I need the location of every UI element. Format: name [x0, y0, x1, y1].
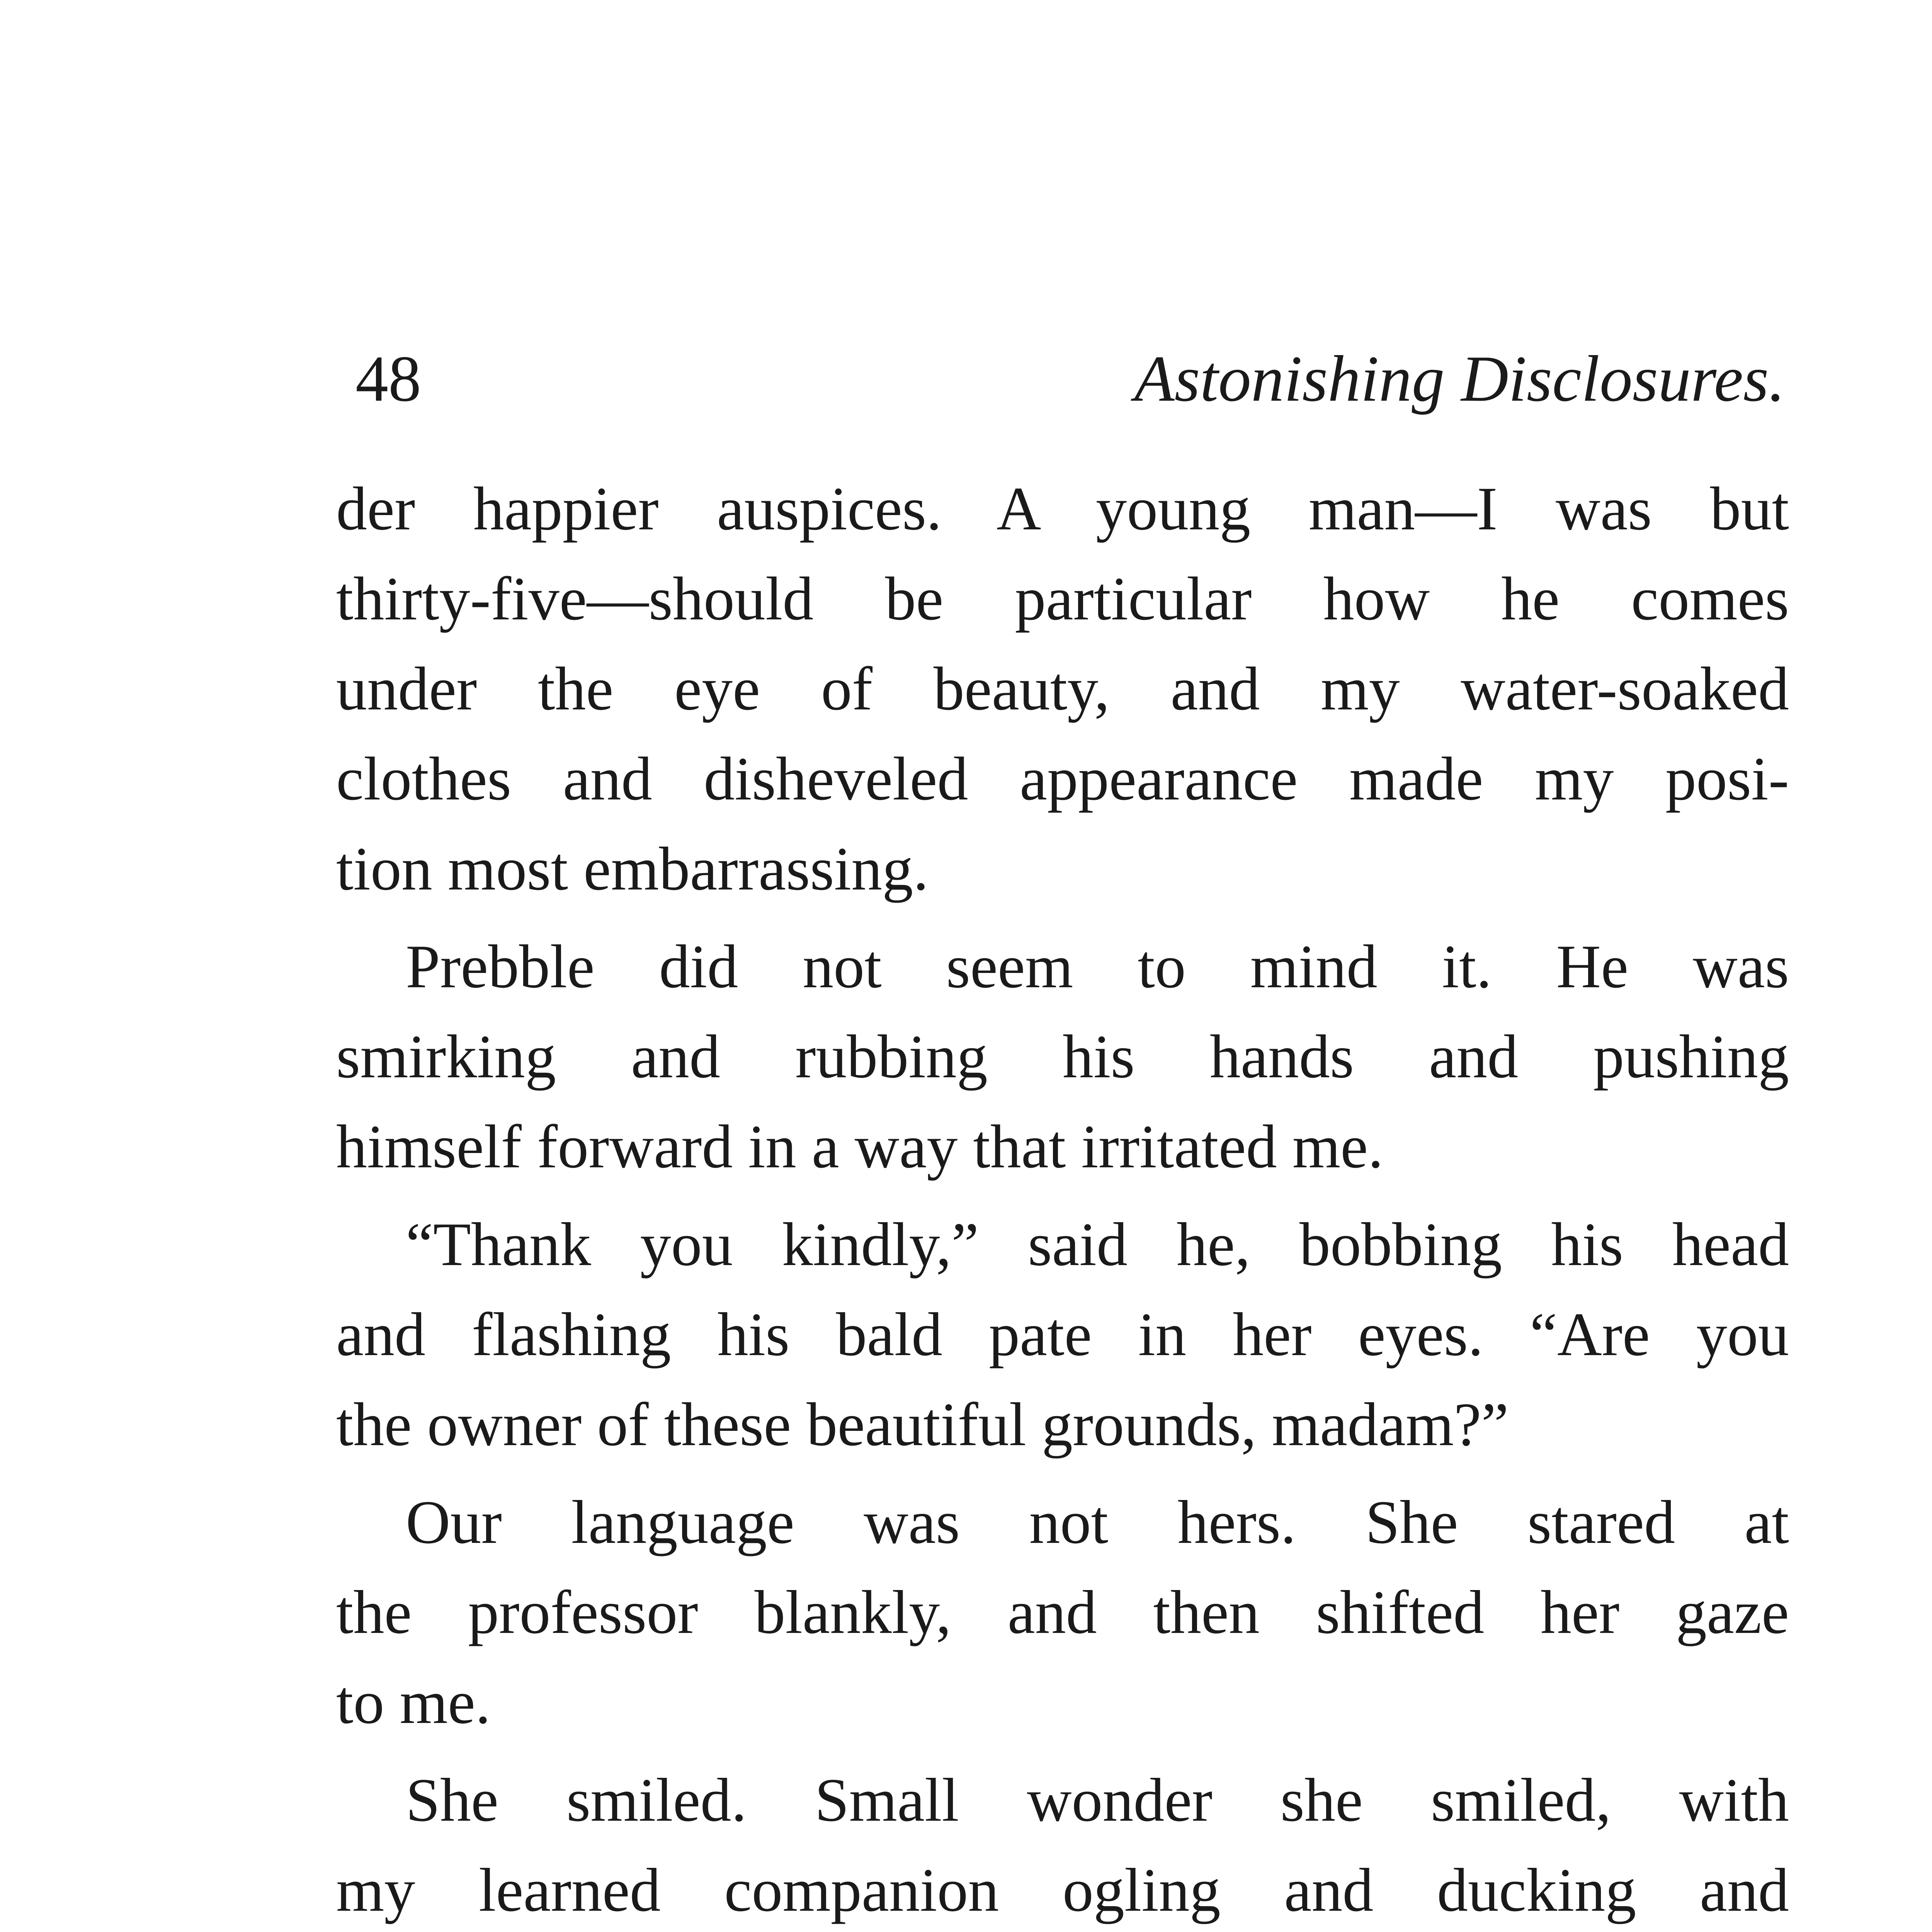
running-title: Astonishing Disclosures.	[1134, 342, 1785, 415]
paragraph	[336, 1199, 1789, 1469]
text-line: the professor blankly, and then shifted her gaze	[336, 1578, 1789, 1646]
paragraph	[336, 922, 1789, 1192]
text-line: under the eye of beauty, and my water-soaked	[336, 654, 1789, 723]
text-line: She smiled. Small wonder she smiled, with	[406, 1765, 1789, 1834]
text-line: clothes and disheveled appearance made my posi-	[336, 744, 1789, 813]
text-line: “Thank you kindly,” said he, bobbing his head	[406, 1210, 1789, 1279]
paragraph	[336, 1477, 1789, 1747]
paragraph	[336, 464, 1789, 914]
text-line: smirking and rubbing his hands and pushing	[336, 1022, 1789, 1091]
text-line: thirty-five—should be particular how he comes	[336, 564, 1789, 633]
text-line: and flashing his bald pate in her eyes. “Are you	[336, 1300, 1789, 1369]
page-header	[355, 332, 1785, 425]
text-line: der happier auspices. A young man—I was but	[336, 474, 1789, 543]
text-line: my learned companion ogling and ducking and	[336, 1855, 1789, 1924]
text-line: to me.	[336, 1668, 491, 1736]
paragraph	[336, 1755, 1789, 1932]
text-line: himself forward in a way that irritated me.	[336, 1112, 1384, 1181]
text-line: the owner of these beautiful grounds, madam?”	[336, 1390, 1509, 1459]
text-line: Our language was not hers. She stared at	[406, 1488, 1789, 1556]
text-line: Prebble did not seem to mind it. He was	[406, 932, 1789, 1001]
page-number: 48	[355, 342, 421, 415]
text-line: tion most embarrassing.	[336, 834, 929, 903]
body-text	[336, 464, 1789, 1932]
